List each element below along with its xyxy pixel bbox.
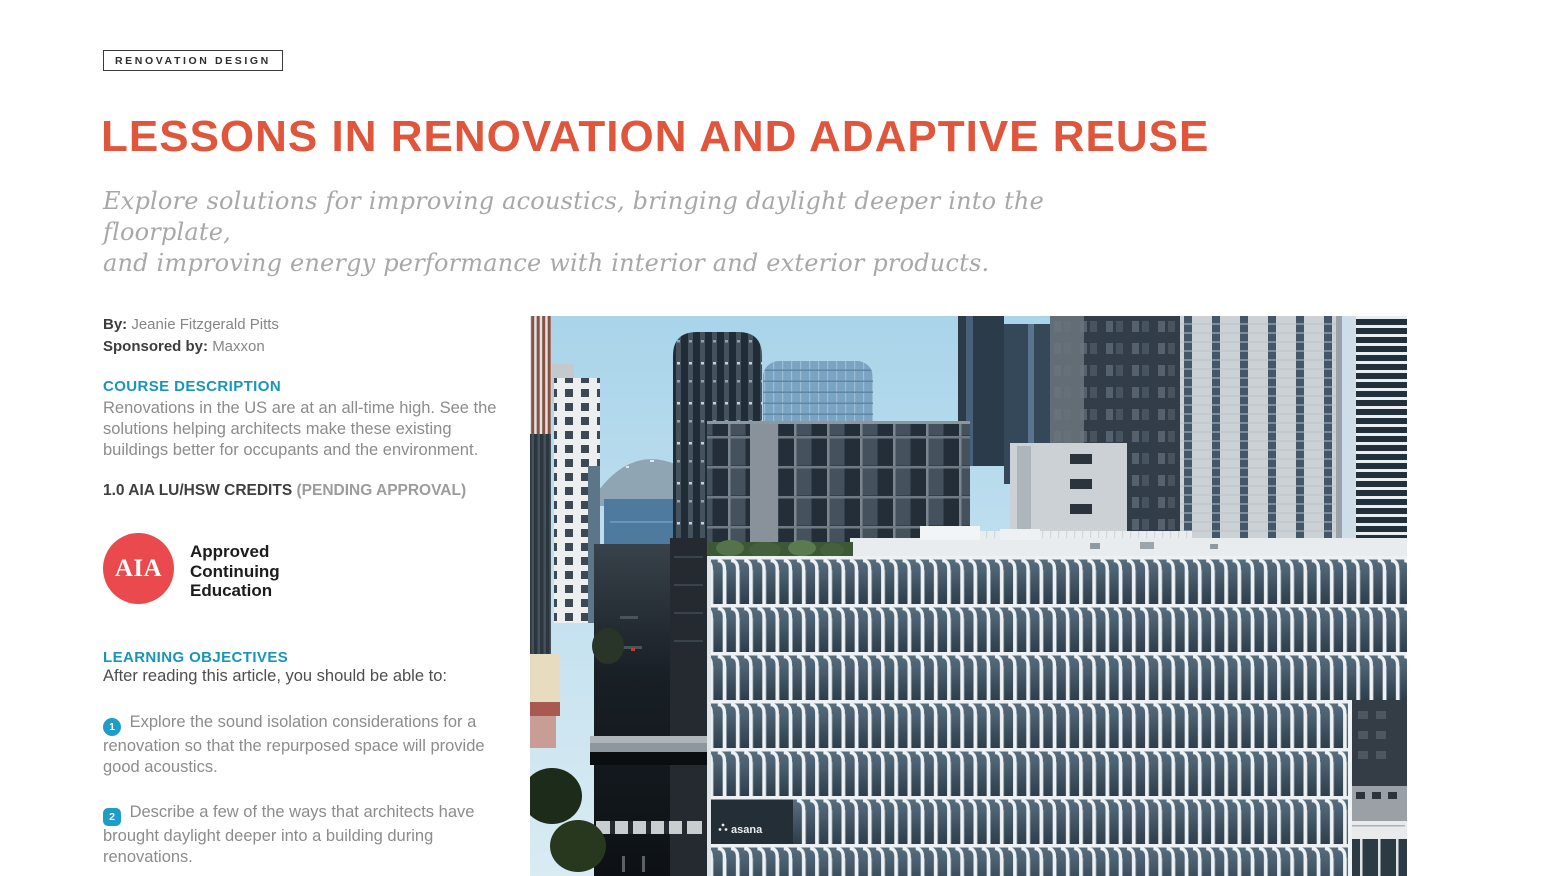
aia-approved-education-badge [103,533,403,605]
sponsored-label: Sponsored by: [103,337,209,355]
sponsor-line [103,336,279,358]
photo-tower-balcony-glass [1342,316,1356,566]
byline [103,314,279,357]
aia-badge-text: Approved Continuing Education [190,542,280,600]
learning-objective-2 [103,802,503,867]
photo-cream-building [530,654,560,706]
sponsor-name: Maxxon [212,337,265,355]
photo-fin-facade [707,556,1407,876]
learning-objectives-intro: After reading this article, you should be able to: [103,667,447,685]
photo-brick-tower [530,316,551,434]
aia-logo-icon: AIA [103,533,174,604]
objective-2-text: Describe a few of the ways that architects have brought daylight deeper into a building during renovations. [103,803,475,866]
objective-2-number-badge: 2 [103,808,121,826]
credits-pending: (PENDING APPROVAL) [296,482,467,499]
page-title: LESSONS IN RENOVATION AND ADAPTIVE REUSE [101,112,1210,161]
course-description-heading: COURSE DESCRIPTION [103,378,282,395]
objective-1-number-badge: 1 [103,718,121,736]
photo-fin-building-roof [850,538,1407,556]
photo-sign-band [711,800,793,845]
learning-objective-1 [103,712,503,777]
category-tag: RENOVATION DESIGN [103,50,283,71]
subtitle [103,186,1083,279]
credits-bold: 1.0 AIA LU/HSW CREDITS [103,482,293,499]
objective-1-text: Explore the sound isolation considerations for a renovation so that the repurposed space will provide good acoustics. [103,713,485,776]
photo-bridge [590,736,707,743]
course-description-body: Renovations in the US are at an all-time high. See the solutions helping architects make these existing buildings better for occupants and the environment. [103,399,497,459]
author-line [103,314,279,336]
photo-tower-balcony [1356,316,1407,566]
learning-objectives-heading: LEARNING OBJECTIVES [103,649,289,666]
building-sign-text: asana [731,824,763,836]
subtitle-line-1: Explore solutions for improving acoustics, bringing daylight deeper into the floorplate, [103,187,1044,246]
hero-photo [530,316,1407,876]
credits-line [103,482,466,500]
author-name: Jeanie Fitzgerald Pitts [131,316,279,333]
by-label: By: [103,316,128,333]
subtitle-line-2: and improving energy performance with interior and exterior products. [103,249,990,277]
photo-lower-right-neighbors [1348,700,1407,876]
